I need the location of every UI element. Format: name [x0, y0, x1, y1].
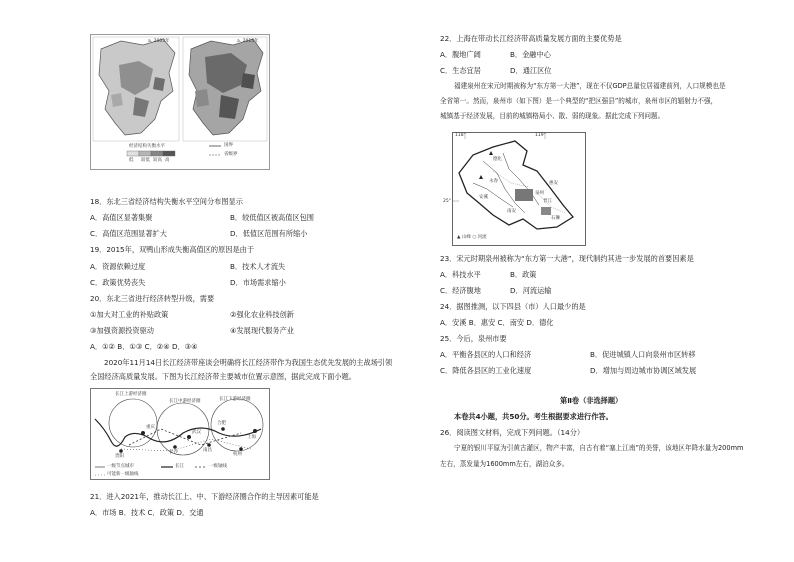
passage-quanzhou-line2: 全省第一。然而，泉州市（如下图）是一个典型的“把区强县”的城市，泉州市区的辐射力不强， [440, 97, 718, 105]
northeast-maps-svg [91, 35, 269, 169]
q19-option-a: A．资源依赖过度 [90, 262, 146, 271]
q22-option-b: B．金融中心 [510, 50, 551, 59]
q19-option-d: D．市场需求缩小 [230, 278, 286, 287]
upper-economic-circle: 长江上游经济圈 [115, 392, 147, 397]
q19-option-b: B．技术人才流失 [230, 262, 286, 271]
legend-level-2: 较低 [141, 158, 150, 163]
q18-option-a: A．高值区显著集聚 [90, 213, 153, 222]
city-chongqing: 重庆 [146, 425, 155, 430]
q22-option-c: C．生态宜居 [440, 66, 481, 75]
legend-province: 省级界 [224, 152, 238, 157]
q25-option-c: C．降低各县区的工业化速度 [440, 366, 532, 375]
q23-option-b: B．政策 [510, 270, 537, 279]
q20-option-2: ②强化农业科技创新 [230, 310, 294, 319]
map3-legend: ▲ 山峰 ○ 河流 [457, 235, 487, 240]
q18-option-d: D．低值区范围有所缩小 [230, 229, 308, 238]
city-changsha: 长沙 [169, 450, 178, 455]
map-label-2003: a. 2003年 [148, 39, 170, 44]
q25-stem: 25．今后，泉州市要 [440, 334, 507, 343]
place-jinjiang: 晋江 [543, 199, 552, 204]
q23-stem: 23．宋元时期泉州被称为“东方第一大港”，现代制约其进一步发展的首要因素是 [440, 254, 694, 263]
part2-note: 本卷共4小题，共50分。考生根据要求进行作答。 [454, 412, 613, 421]
place-yongchun: 永春 [489, 179, 498, 184]
middle-economic-circle: 长江中游经济圈 [169, 399, 201, 404]
map3-lat-25: 25° [443, 199, 451, 204]
q23-option-d: D．河流运输 [510, 286, 552, 295]
q25-option-b: B．促进城镇人口向泉州市区转移 [590, 350, 696, 359]
passage-quanzhou-line1: 福建泉州在宋元时期被称为“东方第一大港”，现在不仅GDP总量位居福建前列，人口规模也是 [454, 82, 726, 90]
map3-lon-118: 118° [455, 133, 466, 138]
yangtze-map-figure [90, 388, 270, 480]
q21-stem: 21．进入2021年，推动长江上、中、下游经济圈合作的主导因素可能是 [90, 492, 319, 501]
q20-option-4: ④发展现代服务产业 [230, 326, 294, 335]
part2-title: 第Ⅱ卷（非选择题） [560, 396, 623, 405]
q26-line1: 宁夏的银川平原为引黄古灌区，物产丰富，自古有着“塞上江南”的美誉，该地区年降水量为200mm [454, 444, 744, 452]
q19-stem: 19．2015年，双鸭山形成失衡高值区的原因是由于 [90, 245, 255, 254]
northeast-map-figure [90, 34, 270, 170]
place-huian: 惠安 [549, 181, 558, 186]
legend-axis: 一级轴线 [209, 464, 227, 469]
q22-option-d: D．通江区位 [510, 66, 552, 75]
quanzhou-map-figure [443, 132, 586, 246]
map3-lon-119: 119° [535, 133, 546, 138]
q21-options: A．市场 B．技术 C．政策 D．交通 [90, 508, 204, 517]
legend-level-1: 低 [129, 158, 134, 163]
q25-option-d: D．增加与周边城市协调区域发展 [590, 366, 697, 375]
city-guiyang: 贵阳 [115, 454, 124, 459]
legend-city: 一级节点城市 [107, 464, 134, 469]
place-dehua: 德化 [493, 157, 502, 162]
q26-line2: 左右，蒸发量为1600mm左右，湖泊众多。 [440, 460, 569, 468]
city-shanghai: 上海 [247, 435, 256, 440]
q22-option-a: A．腹地广阔 [440, 50, 481, 59]
quanzhou-map-svg [453, 133, 585, 245]
map-2015 [183, 37, 267, 141]
map-label-2015: a. 2015年 [237, 39, 259, 44]
legend-level-3: 较高 [153, 158, 162, 163]
passage-quanzhou-line3: 城镇基于经济发展，目前的城镇格局小、散、弱的现象。据此完成下列问题。 [440, 112, 665, 120]
q25-option-a: A．平衡各县区的人口和经济 [440, 350, 532, 359]
passage-yangtze-line2: 全国经济高质量发展。下图为长江经济带主要城市位置示意图，据此完成下面小题。 [90, 372, 356, 381]
city-hangzhou: 杭州 [233, 452, 242, 457]
map-2003 [93, 37, 179, 141]
place-nanan: 南安 [507, 209, 516, 214]
q20-stem: 20．东北三省进行经济转型升级，需要 [90, 294, 215, 303]
q20-option-1: ①加大对工业的补贴政策 [90, 310, 169, 319]
legend-boundary: 国界 [224, 143, 233, 148]
q26-stem: 26．阅读图文材料，完成下列问题。（14分） [440, 428, 585, 437]
left-column [82, 0, 442, 562]
q18-stem: 18．东北三省经济结构失衡水平空间分布图显示 [90, 197, 243, 206]
q18-option-c: C．高值区范围显著扩大 [90, 229, 167, 238]
city-nanchang: 南昌 [203, 448, 212, 453]
q19-option-c: C．政策优势丧失 [90, 278, 146, 287]
q24-stem: 24．据图推测，以下四县（市）人口最少的是 [440, 302, 586, 311]
q18-option-b: B．较低值区被高值区包围 [230, 213, 314, 222]
legend-axis-new: 可能新一级轴线 [107, 472, 139, 477]
passage-yangtze-line1: 2020年11月14日长江经济带座谈会明确将长江经济带作为我国生态优先发展的主战场引领 [104, 358, 393, 367]
legend-river: 长江 [175, 464, 184, 469]
q24-options: A．安溪 B．惠安 C．南安 D．德化 [440, 318, 554, 327]
place-anxi: 安溪 [479, 195, 488, 200]
legend-title: 经济结构失衡水平 [129, 144, 165, 149]
place-shishi: 石狮 [551, 216, 560, 221]
q20-answers: A．①② B．①③ C．②④ D．③④ [90, 342, 198, 351]
q23-option-a: A．科技水平 [440, 270, 481, 279]
right-column [440, 0, 794, 562]
q23-option-c: C．经济腹地 [440, 286, 481, 295]
q20-option-3: ③加强资源投资驱动 [90, 326, 154, 335]
q22-stem: 22．上海在带动长江经济带高质量发展方面的主要优势是 [440, 34, 622, 43]
place-quanzhou: 泉州 [535, 191, 544, 196]
lower-economic-circle: 长江下游经济圈 [219, 397, 251, 402]
city-hefei: 合肥 [217, 421, 226, 426]
city-wuhan: 武汉 [192, 430, 201, 435]
legend-level-4: 高 [165, 158, 170, 163]
